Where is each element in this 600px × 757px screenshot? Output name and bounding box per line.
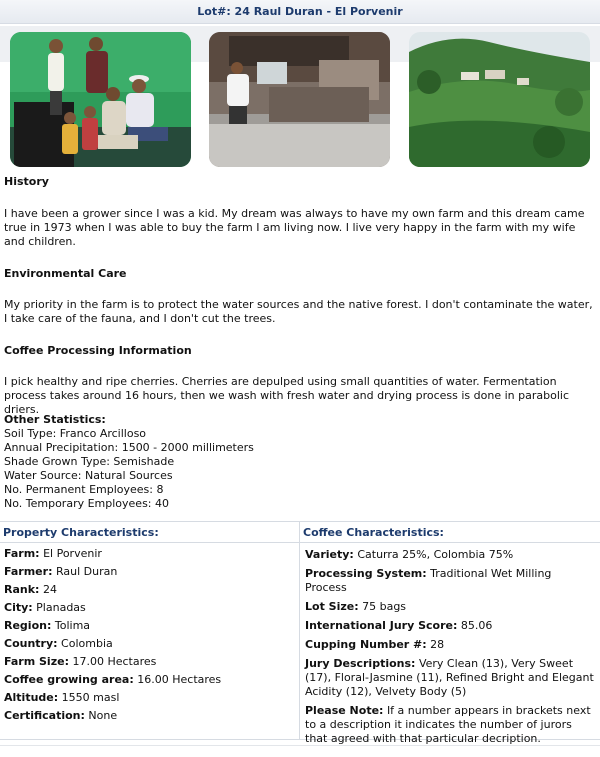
coffee-variety: Variety: Caturra 25%, Colombia 75% [305, 548, 514, 561]
environment-text: My priority in the farm is to protect the water sources and the native forest. I don't contaminate the water, I take care of the fauna, and I don't cut the trees. [4, 298, 593, 325]
property-city: City: Planadas [4, 601, 86, 614]
processing-heading: Coffee Processing Information [4, 344, 192, 357]
stat-water: Water Source: Natural Sources [4, 469, 173, 482]
coffee-jury-descriptions: Jury Descriptions: Very Clean (13), Very Sweet (17), Floral-Jasmine (11), Refined Bright and Elegant Acidity (12), Velvety Body (5) [305, 657, 594, 698]
property-farm-size: Farm Size: 17.00 Hectares [4, 655, 157, 668]
stat-shade: Shade Grown Type: Semishade [4, 455, 175, 468]
property-rank: Rank: 24 [4, 583, 57, 596]
environment-heading: Environmental Care [4, 267, 127, 280]
coffee-header: Coffee Characteristics: [300, 522, 600, 543]
family-photo [10, 32, 191, 167]
coffee-please-note: Please Note: If a number appears in brackets next to a description it indicates the number of jurors that agreed with that particular decription. [305, 704, 591, 745]
stat-soil: Soil Type: Franco Arcilloso [4, 427, 147, 440]
history-text: I have been a grower since I was a kid. My dream was always to have my own farm and this dream came true in 1973 when I was able to buy the farm I am living now. I live very happy in the farm with my wife and children. [4, 207, 585, 248]
property-characteristics [0, 522, 300, 739]
coffee-processing-system: Processing System: Traditional Wet Milling Process [305, 567, 552, 594]
coffee-cupping-number: Cupping Number #: 28 [305, 638, 445, 651]
stats-title: Other Statistics: [4, 413, 106, 426]
other-statistics [4, 413, 598, 511]
processing-text: I pick healthy and ripe cherries. Cherries are depulped using small quantities of water. Fermentation process takes around 16 hours, then we wash with fresh water and drying process is done in parabolic driers. [4, 375, 569, 416]
property-country: Country: Colombia [4, 637, 113, 650]
property-farmer: Farmer: Raul Duran [4, 565, 118, 578]
history-heading: History [4, 175, 49, 188]
footer-divider [0, 745, 600, 746]
property-header: Property Characteristics: [0, 522, 299, 543]
stat-precipitation: Annual Precipitation: 1500 - 2000 millimeters [4, 441, 254, 454]
property-certification: Certification: None [4, 709, 118, 722]
farm-landscape-photo [409, 32, 590, 167]
lot-title: Lot#: 24 Raul Duran - El Porvenir [0, 0, 600, 24]
coffee-jury-score: International Jury Score: 85.06 [305, 619, 493, 632]
property-region: Region: Tolima [4, 619, 91, 632]
coffee-characteristics [300, 522, 600, 745]
stat-temporary-employees: No. Temporary Employees: 40 [4, 497, 170, 510]
farm-story [4, 175, 598, 417]
property-farm: Farm: El Porvenir [4, 547, 102, 560]
coffee-lot-size: Lot Size: 75 bags [305, 600, 407, 613]
stat-permanent-employees: No. Permanent Employees: 8 [4, 483, 164, 496]
wet-mill-photo [209, 32, 390, 167]
property-growing-area: Coffee growing area: 16.00 Hectares [4, 673, 222, 686]
characteristics-table [0, 521, 600, 745]
property-altitude: Altitude: 1550 masl [4, 691, 120, 704]
